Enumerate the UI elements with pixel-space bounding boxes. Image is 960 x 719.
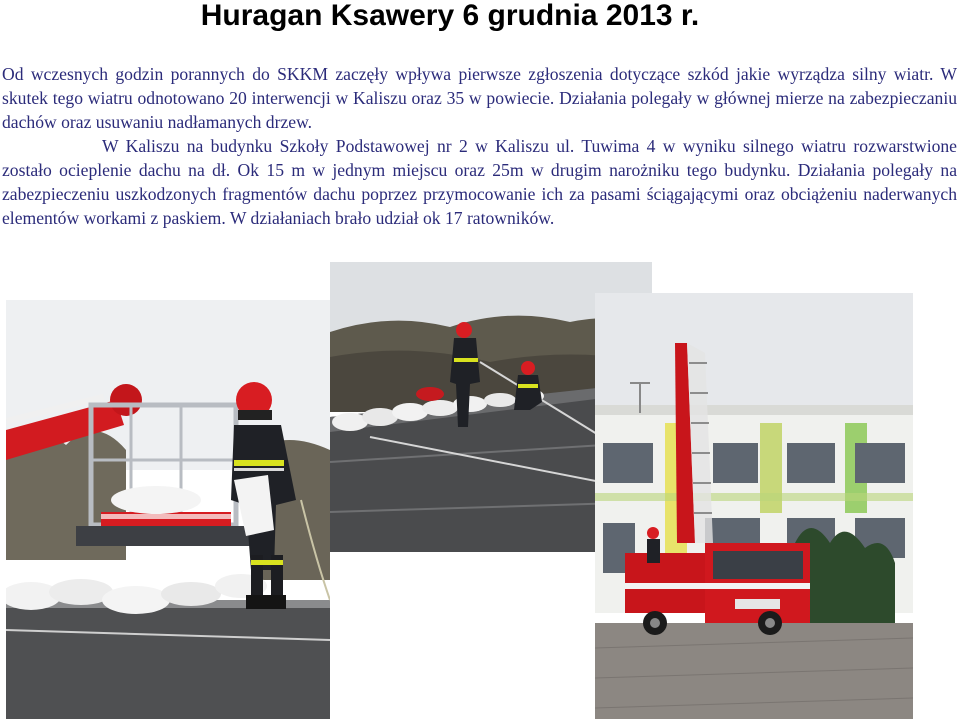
report-text xyxy=(2,62,957,230)
photo-firefighter-platform xyxy=(6,300,330,719)
photo-fire-truck-ladder xyxy=(595,293,913,719)
paragraph-school-roof: W Kaliszu na budynku Szkoły Podstawowej nr 2 w Kaliszu ul. Tuwima 4 w wyniku silnego wiatru rozwarstwione zostało ocieplenie dachu na dł. Ok 15 m w jednym miejscu oraz 25m w drugim narożniku tego budynku. Działania polegały na zabezpieczeniu uszkodzonych fragmentów dachu poprzez przymocowanie ich za pasami ściągającymi oraz obciążeniu naderwanych elementów workami z paskiem. W działaniach brało udział ok 17 ratowników. xyxy=(2,136,957,228)
page-title: Huragan Ksawery 6 grudnia 2013 r. xyxy=(200,0,700,32)
paragraph-intro: Od wczesnych godzin porannych do SKKM zaczęły wpływa pierwsze zgłoszenia dotyczące szkód jakie wyrządza silny wiatr. W skutek tego wiatru odnotowano 20 interwencji w Kaliszu oraz 35 w powiecie. Działania polegały w głównej mierze na zabezpieczaniu dachów oraz usuwaniu nadłamanych drzew. xyxy=(2,64,957,132)
